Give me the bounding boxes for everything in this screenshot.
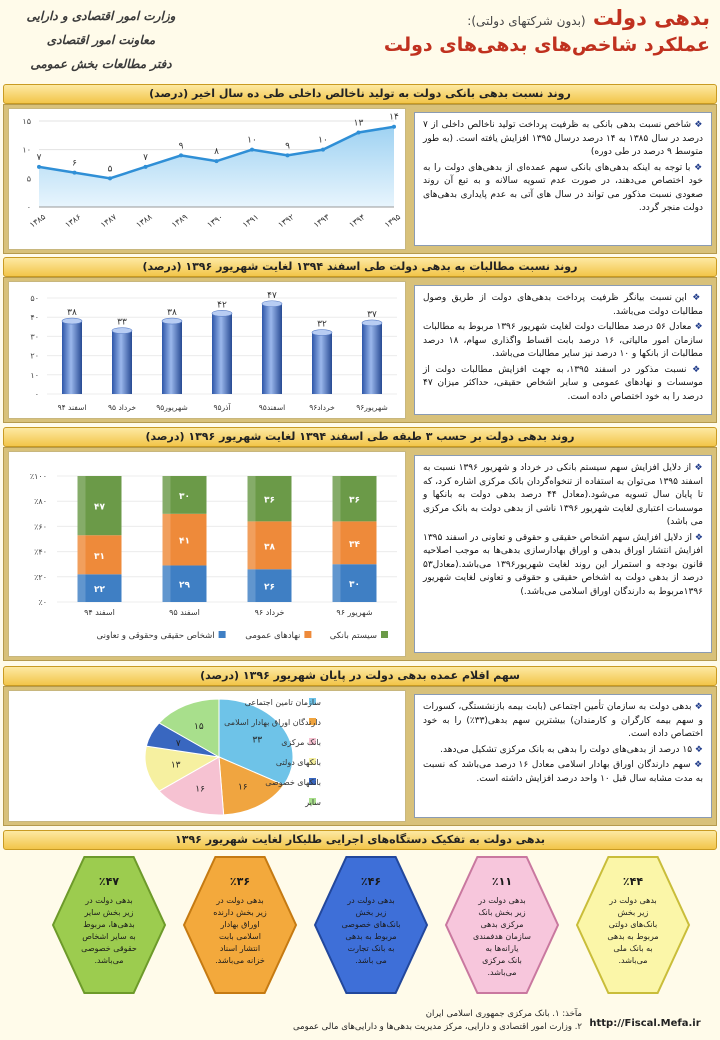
legend-label: بانکهای دولتی xyxy=(275,758,321,767)
data-point xyxy=(392,125,396,129)
footer-url-link[interactable]: http://Fiscal.Mefa.ir xyxy=(589,1018,701,1029)
data-point xyxy=(37,165,41,169)
x-tick-label: ۱۳۹۴ xyxy=(347,212,367,230)
data-label: ۸ xyxy=(214,147,219,158)
data-label: ۲۹ xyxy=(179,580,190,591)
pie-chart-svg xyxy=(9,691,407,823)
x-tick-label: ۱۳۸۷ xyxy=(98,212,119,230)
bar xyxy=(312,333,332,394)
section3-text xyxy=(414,455,712,653)
legend-swatch xyxy=(381,631,388,638)
x-tick-label: ۱۳۸۵ xyxy=(27,212,48,230)
segment-highlight xyxy=(333,476,341,521)
hexagon-percent: ٪۳۶ xyxy=(229,875,251,888)
x-tick-label: خرداد۹۶ xyxy=(309,403,335,412)
y-tick-label: ۱۰ xyxy=(30,370,39,380)
source-line1: مآخذ: ۱. بانک مرکزی جمهوری اسلامی ایران xyxy=(425,1009,582,1019)
segment-highlight xyxy=(78,574,86,602)
hexagon-text: مربوط به بدهی xyxy=(607,932,659,941)
section1-text xyxy=(414,112,712,246)
area-fill xyxy=(36,127,394,207)
bar-cap xyxy=(312,330,332,336)
data-label: ۹ xyxy=(178,141,184,152)
hexagon-text: حقوقی خصوصی xyxy=(81,944,137,953)
y-tick-label: ۵۰ xyxy=(30,294,39,303)
legend-swatch xyxy=(304,631,311,638)
hexagon-text: اوراق بهادار xyxy=(220,920,260,929)
bar-cap xyxy=(212,310,232,316)
ministry-line1: وزارت امور اقتصادی و دارایی xyxy=(26,9,176,23)
hexagon-text: یارانه‌ها به xyxy=(485,944,519,953)
legend-label: نهادهای عمومی xyxy=(245,631,301,641)
bullet: ❖ ۱۵ درصد از بدهی‌های دولت را بدهی به بانک مرکزی تشکیل می‌دهد. xyxy=(440,744,703,755)
data-label: ۷ xyxy=(143,152,148,163)
hexagon-text: بدهی دولت در xyxy=(85,896,133,905)
data-label: ۳۶ xyxy=(349,495,360,506)
hexagon-text: می‌باشد. xyxy=(94,956,124,965)
hexagon-row xyxy=(3,851,717,1003)
area-chart-svg xyxy=(9,109,407,251)
legend-label: سازمان تامین اجتماعی xyxy=(244,698,321,707)
page-subtitle: عملکرد شاخص‌های بدهی‌های دولت xyxy=(383,34,710,56)
y-tick-label: ۳۰ xyxy=(30,332,39,342)
y-tick-label: ۰ xyxy=(34,390,39,399)
segment-highlight xyxy=(78,535,86,574)
y-tick-label: ٪۰ xyxy=(38,598,47,607)
hexagon-text: به بانک تجارت xyxy=(347,944,395,953)
bar-cap xyxy=(162,318,182,324)
slice-label: ۱۵ xyxy=(194,721,204,732)
hexagon-text: بانک مرکزی xyxy=(482,956,522,965)
hexagon-text: بدهی دولت در xyxy=(478,896,526,905)
x-tick-label: ۱۳۹۵ xyxy=(382,212,403,230)
data-label: ۳۶ xyxy=(264,495,275,506)
hexagon-text: می‌باشد. xyxy=(487,968,517,977)
section3-chart xyxy=(8,451,406,657)
section2-chart xyxy=(8,281,406,419)
footer-sources xyxy=(262,1008,582,1034)
hexagon-text: زیر بخش دارنده xyxy=(213,908,267,917)
y-tick-label: ٪۴۰ xyxy=(34,547,47,557)
hexagon-text: به سایر اشخاص xyxy=(82,932,136,941)
x-tick-label: ۱۳۹۰ xyxy=(205,212,225,230)
y-tick-label: ۲۰ xyxy=(30,351,39,361)
data-label: ۶ xyxy=(72,158,77,169)
bullet-text: این نسبت بیانگر ظرفیت پرداخت بدهی‌های دولت از طریق وصول مطالبات دولت می‌باشد. xyxy=(423,293,703,317)
x-tick-label: ۱۳۸۸ xyxy=(134,212,154,230)
section1-title: روند نسبت بدهی بانکی دولت به تولید ناخالص داخلی طی ده سال اخیر (درصد) xyxy=(3,84,717,104)
data-label: ۳۸ xyxy=(264,542,275,553)
x-tick-label: ۱۳۸۹ xyxy=(169,212,190,230)
x-tick-label: اسفند ۹۵ xyxy=(169,608,200,617)
segment-highlight xyxy=(163,565,171,602)
data-label: ۳۸ xyxy=(167,308,177,319)
data-label: ۳۴ xyxy=(349,539,360,550)
data-label: ۳۱ xyxy=(94,551,105,562)
bullet-text: معادل ۵۶ درصد مطالبات دولت لغایت شهریور ۱۳۹۶ مربوط به مطالبات سازمان امور مالیاتی، ۱۶ درصد بابت اقساط واگذاری سهام، ۱۸ درصد مطالبات از بانکها و ۱۰ درصد نیز سایر مطالبات می‌باشد. xyxy=(423,322,703,359)
ministry-line2: معاونت امور اقتصادی xyxy=(46,33,156,47)
data-point xyxy=(108,176,112,180)
source-line2: ۲. وزارت امور اقتصادی و دارایی، مرکز مدیریت بدهی‌ها و دارایی‌های مالی عمومی xyxy=(292,1022,582,1032)
section3-title: روند بدهی دولت بر حسب ۳ طبقه طی اسفند ۱۳۹۴ لغایت شهریور ۱۳۹۶ (درصد) xyxy=(3,427,717,447)
data-point xyxy=(73,171,77,175)
x-tick-label: ۱۳۹۲ xyxy=(276,212,296,230)
bullet: ❖ شاخص نسبت بدهی بانکی به ظرفیت پرداخت تولید ناخالص داخلی از ۷ درصد در سال ۱۳۸۵ به ۱۴ درصد درسال ۱۳۹۵ افزایش یافته است. (به طور متوسط ۹ درصد در طی دوره) xyxy=(423,120,703,157)
data-point xyxy=(357,130,361,134)
data-label: ۴۲ xyxy=(217,300,227,311)
data-label: ۲۲ xyxy=(94,585,105,596)
y-tick-label: ۱۰ xyxy=(22,145,31,155)
hexagon-percent: ٪۴۴ xyxy=(622,875,644,888)
bullet: ❖ از دلایل افزایش سهم اشخاص حقیقی و حقوقی و تعاونی در اسفند ۱۳۹۵ افزایش انتشار اوراق بدهی و اوراق بهادارسازی بدهی‌ها به موجب اصلاحیه قانون بودجه و استمرار این روند لغایت شهریور۱۳۹۶ می‌باشد.(معادل۵۳ درصد از بدهی دولت به اشخاص حقیقی و حقوقی و تعاونی لغایت شهریور ۱۳۹۶مربوط به دارندگان اوراق اسلامی می‌باشد.) xyxy=(423,532,703,597)
y-tick-label: ٪۲۰ xyxy=(34,572,47,582)
segment-highlight xyxy=(163,514,171,566)
data-label: ۱۳ xyxy=(353,118,364,129)
legend-label: دارندگان اوراق بهادار اسلامی xyxy=(224,718,321,727)
hexagon-text: می‌باشد. xyxy=(618,956,648,965)
bar-cap xyxy=(112,328,132,334)
bar-cap xyxy=(262,301,282,307)
data-point xyxy=(144,165,148,169)
hexagon-text: انتشار اسناد xyxy=(219,944,261,953)
section4-title: سهم اقلام عمده بدهی دولت در پایان شهریور ۱۳۹۶ (درصد) xyxy=(3,666,717,686)
data-label: ۳۰ xyxy=(179,491,190,502)
y-tick-label: ٪۸۰ xyxy=(34,497,47,507)
hexagon-text: می باشد. xyxy=(355,956,387,965)
data-point xyxy=(215,159,219,163)
bullet: ❖ از دلایل افزایش سهم سیستم بانکی در خرداد و شهریور ۱۳۹۶ نسبت به اسفند ۱۳۹۵ می‌توان به استفاده از تنخواه‌گردان بانک مرکزی اشاره کرد، که تا پایان سال تسویه می‌شود.(معادل ۴۴ درصد بدهی دولت به بانکها و موسسات اعتباری لغایت شهریور ۱۳۹۶ ناشی از بدهی دولت به بانک مرکزی می باشد) xyxy=(423,463,703,527)
section4-text xyxy=(414,694,712,818)
page-title xyxy=(350,6,710,30)
slice-label: ۳۳ xyxy=(252,735,263,746)
data-label: ۳۸ xyxy=(67,308,77,319)
x-tick-label: آذر۹۵ xyxy=(213,403,231,412)
bullet-text: نسبت مذکور در اسفند ۱۳۹۵، به جهت افزایش مطالبات دولت از موسسات و نهادهای عمومی و سایر اشخاص حقیقی، حداکثر میزان ۴۷ درصد را به خود اختصاص داده است. xyxy=(423,364,703,402)
segment-highlight xyxy=(78,476,86,535)
slice-label: ۱۶ xyxy=(195,784,205,795)
section2-text xyxy=(414,285,712,415)
data-label: ۳۰ xyxy=(349,580,360,591)
y-tick-label: ٪۱۰۰ xyxy=(29,472,47,481)
segment-highlight xyxy=(248,521,256,569)
bullet: ❖ این نسبت بیانگر ظرفیت پرداخت بدهی‌های دولت از طریق وصول مطالبات دولت می‌باشد. xyxy=(423,293,703,317)
data-label: ۷ xyxy=(36,152,42,163)
bar xyxy=(112,331,132,394)
section1-chart xyxy=(8,108,406,250)
section4-chart xyxy=(8,690,406,822)
x-tick-label: ۱۳۸۶ xyxy=(63,212,83,230)
hexagon-text: بدهی دولت در xyxy=(216,896,264,905)
slice-label: ۱۳ xyxy=(170,760,181,771)
slice-label: ۷ xyxy=(175,739,181,750)
hexagon-svg xyxy=(3,851,717,1003)
hexagon-text: بدهی‌ها، مربوط xyxy=(83,920,135,929)
x-tick-label: اسفند ۹۴ xyxy=(84,608,115,617)
bullet: ❖ نسبت مذکور در اسفند ۱۳۹۵، به جهت افزایش مطالبات دولت از موسسات و نهادهای عمومی و سایر اشخاص حقیقی، حداکثر میزان ۴۷ درصد را به خود اختصاص داده است. xyxy=(423,364,703,402)
data-label: ۱۰ xyxy=(318,135,328,146)
hexagon-text: زیر بخش xyxy=(355,908,387,917)
data-label: ۹ xyxy=(285,141,290,152)
segment-highlight xyxy=(333,521,341,564)
legend-swatch xyxy=(219,631,226,638)
data-label: ۴۷ xyxy=(267,290,277,301)
data-point xyxy=(321,148,325,152)
x-tick-label: خرداد ۹۵ xyxy=(108,403,136,412)
bar-cap xyxy=(62,318,82,324)
bullet-text: بدهی دولت به سازمان تأمین اجتماعی (بابت بیمه بازنشستگی، کسورات و سهم بیمه کارگران و کارمندان) بیشترین سهم بدهی(۳۳٪) را به خود اختصاص داده است. xyxy=(423,702,703,739)
hexagon-text: زیر بخش xyxy=(617,908,649,917)
data-label: ۱۰ xyxy=(247,135,257,146)
hexagon-text: بانک‌های خصوصی xyxy=(341,920,401,929)
stacked-bar-chart-svg xyxy=(9,452,407,658)
hexagon-text: به بانک ملی xyxy=(613,944,653,953)
x-tick-label: ۱۳۹۱ xyxy=(240,212,261,230)
bar xyxy=(162,321,182,394)
hexagon-text: بدهی دولت در xyxy=(609,896,657,905)
x-tick-label: اسفند۹۵ xyxy=(258,403,286,412)
legend-label: بانک مرکزی xyxy=(281,738,321,747)
bullet-text: ۱۵ درصد از بدهی‌های دولت را بدهی به بانک مرکزی تشکیل می‌دهد. xyxy=(440,744,693,755)
y-tick-label: ۵ xyxy=(26,174,31,184)
hexagon-text: اسلامی بابت xyxy=(219,932,261,941)
segment-highlight xyxy=(163,476,171,514)
data-label: ۴۱ xyxy=(179,536,190,547)
hexagon-text: بانک‌های دولتی xyxy=(608,920,658,929)
data-label: ۳۷ xyxy=(367,309,377,320)
hexagon-text: مربوط به بدهی xyxy=(345,932,397,941)
x-tick-label: شهریور۹۶ xyxy=(356,403,388,412)
y-tick-label: ۴۰ xyxy=(30,313,39,323)
segment-highlight xyxy=(248,476,256,521)
title-sub: (بدون شرکتهای دولتی): xyxy=(467,14,586,28)
page-header xyxy=(350,6,710,56)
y-tick-label: ۱۵ xyxy=(22,117,31,126)
bullet: ❖ بدهی دولت به سازمان تأمین اجتماعی (بابت بیمه بازنشستگی، کسورات و سهم بیمه کارگران و کارمندان) بیشترین سهم بدهی(۳۳٪) را به خود اختصاص داده است. xyxy=(423,702,703,739)
x-tick-label: خرداد ۹۶ xyxy=(254,608,285,617)
data-label: ۴۷ xyxy=(94,502,105,513)
bullet: ❖ با توجه به اینکه بدهی‌های بانکی سهم عمده‌ای از بدهی‌های دولت را به خود اختصاص می‌دهند، در صورت عدم تسویه سالانه و به تبع آن روند صعودی نسبت مذکور می تواند در سال های آتی به عدم پایداری بدهی‌های دولت منجر گردد. xyxy=(423,162,703,213)
section2-title: روند نسبت مطالبات به بدهی دولت طی اسفند ۱۳۹۴ لغایت شهریور ۱۳۹۶ (درصد) xyxy=(3,257,717,277)
segment-highlight xyxy=(248,569,256,602)
bullet-text: از دلایل افزایش سهم اشخاص حقیقی و حقوقی و تعاونی در اسفند ۱۳۹۵ افزایش انتشار اوراق بدهی و اوراق بهادارسازی بدهی‌ها به موجب اصلاحیه قانون بودجه و استمرار این روند لغایت شهریور۱۳۹۶ می‌باشد.(معادل۵۳ درصد از بدهی دولت به اشخاص حقیقی و حقوقی و تعاونی لغایت شهریور ۱۳۹۶مربوط به دارندگان اوراق اسلامی می‌باشد.) xyxy=(423,532,703,597)
bar xyxy=(362,323,382,394)
data-label: ۵ xyxy=(107,164,113,175)
bullet-text: شاخص نسبت بدهی بانکی به ظرفیت پرداخت تولید ناخالص داخلی از ۷ درصد در سال ۱۳۸۵ به ۱۴ درصد درسال ۱۳۹۵ افزایش یافته است. (به طور متوسط ۹ درصد در طی دوره) xyxy=(423,120,703,157)
bar xyxy=(62,321,82,394)
bullet: ❖ سهم دارندگان اوراق بهادار اسلامی معادل ۱۶ درصد می‌باشد که نسبت به مدت مشابه سال قبل ۱۰ واحد درصد افزایش داشته است. xyxy=(423,760,703,784)
data-label: ۲۶ xyxy=(264,582,275,593)
x-tick-label: اسفند ۹۴ xyxy=(57,403,87,412)
bar-chart-svg xyxy=(9,282,407,420)
bullet: ❖ معادل ۵۶ درصد مطالبات دولت لغایت شهریور ۱۳۹۶ مربوط به مطالبات سازمان امور مالیاتی، ۱۶ درصد بابت اقساط واگذاری سهام، ۱۸ درصد مطالبات از بانکها و ۱۰ درصد نیز سایر مطالبات می‌باشد. xyxy=(423,322,703,359)
hexagon-text: زیر بخش سایر xyxy=(84,908,134,917)
x-tick-label: شهریور ۹۶ xyxy=(336,608,373,617)
bullet-text: با توجه به اینکه بدهی‌های بانکی سهم عمده‌ای از بدهی‌های دولت را به خود اختصاص می‌دهند، در صورت عدم تسویه سالانه و به تبع آن روند صعودی نسبت مذکور می تواند در سال های آتی به عدم پایداری بدهی‌های دولت منجر گردد. xyxy=(423,162,703,213)
hexagon-text: سازمان هدفمندی xyxy=(473,932,531,941)
data-point xyxy=(179,153,183,157)
data-point xyxy=(250,148,254,152)
hexagon-text: بدهی دولت در xyxy=(347,896,395,905)
ministry-line3: دفتر مطالعات بخش عمومی xyxy=(30,57,172,71)
data-label: ۳۲ xyxy=(317,319,327,330)
title-main: بدهی دولت xyxy=(592,6,710,30)
x-tick-label: ۱۳۹۳ xyxy=(311,212,332,230)
bar xyxy=(212,313,232,394)
legend-label: بانکهای خصوصی xyxy=(265,778,321,787)
hexagon-text: زیر بخش بانک xyxy=(478,908,526,917)
section5-title: بدهی دولت به تفکیک دستگاه‌های اجرایی طلبکار لغایت شهریور ۱۳۹۶ xyxy=(3,830,717,850)
hexagon-percent: ٪۴۷ xyxy=(98,875,120,888)
legend-label: سایر xyxy=(305,798,321,807)
legend-label: اشخاص حقیقی وحقوقی و تعاونی xyxy=(96,631,215,641)
bar xyxy=(262,304,282,394)
x-tick-label: شهریور۹۵ xyxy=(156,403,188,412)
hexagon-percent: ٪۱۱ xyxy=(491,875,513,888)
slice-label: ۱۶ xyxy=(237,782,248,793)
data-point xyxy=(286,153,290,157)
legend-label: سیستم بانکی xyxy=(329,631,377,641)
ministry-logo-text xyxy=(6,4,196,80)
data-label: ۱۴ xyxy=(389,112,399,123)
hexagon-percent: ٪۴۶ xyxy=(360,875,382,888)
data-label: ۳۳ xyxy=(117,317,127,328)
bullet-text: سهم دارندگان اوراق بهادار اسلامی معادل ۱۶ درصد می‌باشد که نسبت به مدت مشابه سال قبل ۱۰ واحد درصد افزایش داشته است. xyxy=(423,760,703,784)
segment-highlight xyxy=(333,564,341,602)
hexagon-text: خزانه می‌باشد. xyxy=(215,956,265,965)
hexagon-text: مرکزی بدهی xyxy=(480,920,524,929)
bar-cap xyxy=(362,320,382,326)
y-tick-label: ۰ xyxy=(26,203,31,212)
bullet-text: از دلایل افزایش سهم سیستم بانکی در خرداد و شهریور ۱۳۹۶ نسبت به اسفند ۱۳۹۵ می‌توان به استفاده از تنخواه‌گردان بانک مرکزی اشاره کرد، که تا پایان سال تسویه می‌شود.(معادل ۴۴ درصد بدهی دولت به بانکها و موسسات اعتباری لغایت شهریور ۱۳۹۶ ناشی از بدهی دولت به بانک مرکزی می باشد) xyxy=(423,463,703,527)
y-tick-label: ٪۶۰ xyxy=(34,522,47,532)
